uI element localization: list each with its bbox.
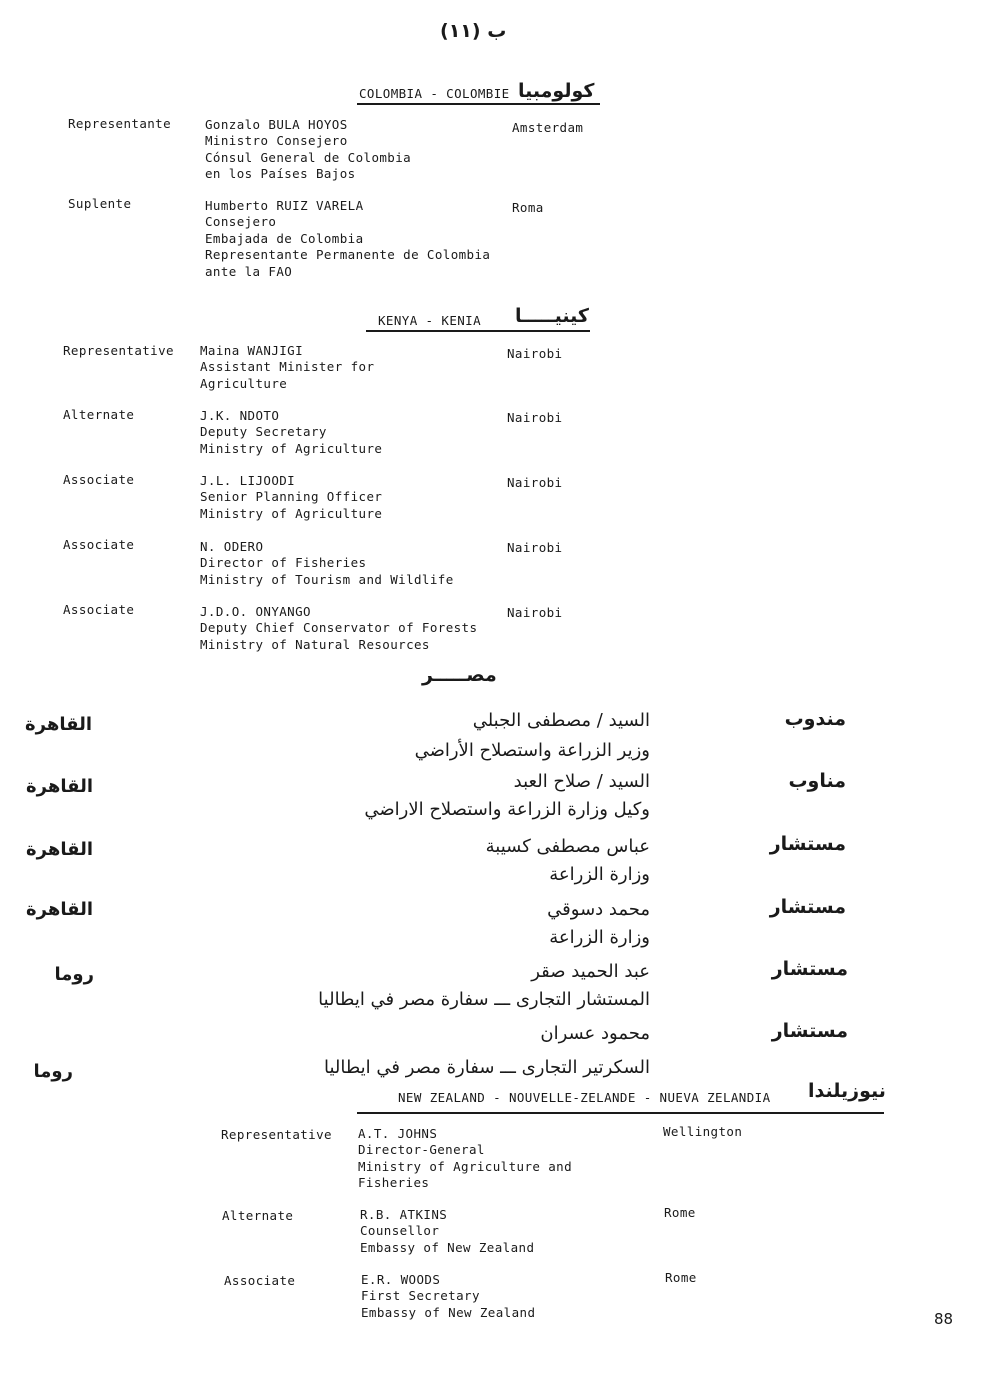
delegate-city: Nairobi	[507, 540, 563, 555]
delegate-line: Consejero	[205, 214, 277, 230]
section-underline	[357, 1112, 884, 1114]
delegate-city: Nairobi	[507, 605, 563, 620]
delegate-block	[205, 198, 490, 280]
delegate-line: Director-General	[358, 1142, 485, 1158]
role-label: Associate	[63, 472, 135, 487]
egypt-role: مناوب	[788, 770, 846, 792]
delegate-city: Rome	[664, 1205, 696, 1220]
egypt-delegate-title: وزارة الزراعة	[549, 927, 650, 948]
delegate-name: J.K. NDOTO	[200, 408, 280, 423]
delegate-line: Embassy of New Zealand	[361, 1304, 536, 1320]
delegate-line: en los Países Bajos	[205, 166, 356, 182]
delegate-line: Deputy Secretary	[200, 424, 327, 440]
delegate-line: Cónsul General de Colombia	[205, 149, 412, 165]
delegate-line: First Secretary	[361, 1288, 480, 1304]
egypt-delegate-name: عبد الحميد صقر	[531, 961, 650, 982]
delegate-name: Humberto RUIZ VARELA	[205, 198, 364, 213]
egypt-delegate-block	[364, 768, 650, 824]
role-label: Representative	[63, 343, 174, 358]
egypt-city: القاهرة	[25, 714, 92, 735]
role-label: Alternate	[222, 1208, 294, 1223]
egypt-delegate-title: وزارة الزراعة	[549, 864, 650, 885]
section-underline	[357, 103, 600, 105]
delegate-name: J.D.O. ONYANGO	[200, 604, 311, 619]
delegate-city: Nairobi	[507, 346, 563, 361]
delegate-block	[200, 473, 382, 522]
egypt-delegate-name: محمود عسران	[540, 1023, 650, 1044]
delegate-block	[200, 408, 382, 457]
delegate-city: Wellington	[663, 1124, 743, 1139]
role-label: Suplente	[68, 196, 132, 211]
egypt-role: مستشار	[771, 1020, 848, 1042]
section-title-kenya: KENYA - KENIA	[378, 313, 482, 328]
egypt-role: مستشار	[769, 896, 846, 918]
section-title-egypt-arabic: مصـــــر	[422, 664, 497, 686]
egypt-delegate-title: وكيل وزارة الزراعة واستصلاح الاراضي	[364, 799, 650, 820]
egypt-delegate-name: محمد دسوقي	[547, 899, 650, 920]
delegate-block	[360, 1207, 534, 1256]
delegate-line: Ministry of Tourism and Wildlife	[200, 571, 454, 587]
egypt-delegate-title: المستشار التجارى ـــ سفارة مصر في ايطاليا	[318, 989, 650, 1010]
section-title-colombia-arabic: كولومبيا	[518, 80, 595, 102]
delegate-block	[205, 117, 411, 183]
delegate-name: Maina WANJIGI	[200, 343, 304, 358]
delegate-line: Director of Fisheries	[200, 555, 367, 571]
delegate-block	[200, 343, 374, 392]
role-label: Associate	[224, 1273, 296, 1288]
section-title-new-zealand-arabic: نيوزيلندا	[808, 1080, 886, 1102]
delegate-city: Nairobi	[507, 475, 563, 490]
delegate-city: Nairobi	[507, 410, 563, 425]
egypt-city: روما	[54, 964, 94, 985]
egypt-city: القاهرة	[26, 899, 93, 920]
section-title-kenya-arabic: كينيـــــا	[515, 305, 589, 327]
delegate-line: Ministry of Natural Resources	[200, 636, 430, 652]
delegate-name: E.R. WOODS	[361, 1272, 441, 1287]
delegate-city: Amsterdam	[512, 120, 584, 135]
delegate-name: Gonzalo BULA HOYOS	[205, 117, 348, 132]
delegate-line: Embajada de Colombia	[205, 230, 364, 246]
delegate-name: R.B. ATKINS	[360, 1207, 448, 1222]
egypt-delegate-name: السيد / مصطفى الجبلي	[472, 710, 650, 731]
delegate-line: Counsellor	[360, 1223, 440, 1239]
delegate-line: Fisheries	[358, 1175, 430, 1191]
delegate-block	[361, 1272, 535, 1321]
role-label: Representante	[68, 116, 172, 131]
delegate-name: N. ODERO	[200, 539, 264, 554]
section-underline	[366, 330, 590, 332]
egypt-role: مندوب	[784, 708, 846, 730]
egypt-delegate-title: وزير الزراعة واستصلاح الأراضي	[414, 740, 650, 761]
egypt-role: مستشار	[769, 833, 846, 855]
role-label: Representative	[221, 1127, 332, 1142]
egypt-delegate-name: السيد / صلاح العبد	[513, 771, 650, 792]
delegate-name: J.L. LIJOODI	[200, 473, 296, 488]
egypt-delegate-name: عباس مصطفى كسيبة	[485, 836, 650, 857]
role-label: Associate	[63, 537, 135, 552]
delegate-block	[358, 1126, 572, 1192]
page-number: 88	[934, 1310, 954, 1328]
delegate-line: Agriculture	[200, 375, 288, 391]
delegate-block	[200, 604, 477, 653]
egypt-delegate-title: السكرتير التجارى ـــ سفارة مصر في ايطاليا	[324, 1057, 650, 1078]
egypt-city: القاهرة	[26, 776, 93, 797]
delegate-line: Ministro Consejero	[205, 133, 348, 149]
delegate-line: Senior Planning Officer	[200, 489, 383, 505]
egypt-city: روما	[33, 1061, 73, 1082]
delegate-line: ante la FAO	[205, 263, 293, 279]
egypt-delegate-block	[547, 896, 650, 952]
egypt-delegate-block	[415, 706, 650, 766]
delegate-line: Ministry of Agriculture	[200, 505, 383, 521]
egypt-delegate-block	[324, 1017, 650, 1085]
delegate-line: Representante Permanente de Colombia	[205, 247, 491, 263]
delegate-line: Embassy of New Zealand	[360, 1239, 535, 1255]
delegate-line: Deputy Chief Conservator of Forests	[200, 620, 478, 636]
delegate-line: Ministry of Agriculture	[200, 440, 383, 456]
role-label: Alternate	[63, 407, 135, 422]
egypt-delegate-block	[486, 833, 650, 889]
delegate-line: Ministry of Agriculture and	[358, 1158, 572, 1174]
delegate-name: A.T. JOHNS	[358, 1126, 438, 1141]
section-title-colombia: COLOMBIA - COLOMBIE	[359, 86, 510, 101]
delegate-city: Rome	[665, 1270, 697, 1285]
role-label: Associate	[63, 602, 135, 617]
egypt-delegate-block	[318, 958, 650, 1014]
egypt-city: القاهرة	[26, 839, 93, 860]
delegate-line: Assistant Minister for	[200, 359, 375, 375]
page-header: ب (١١)	[440, 20, 507, 42]
egypt-role: مستشار	[771, 958, 848, 980]
delegate-block	[200, 539, 454, 588]
section-title-new-zealand: NEW ZEALAND - NOUVELLE-ZELANDE - NUEVA ZELANDIA	[398, 1090, 771, 1105]
delegate-city: Roma	[512, 200, 544, 215]
